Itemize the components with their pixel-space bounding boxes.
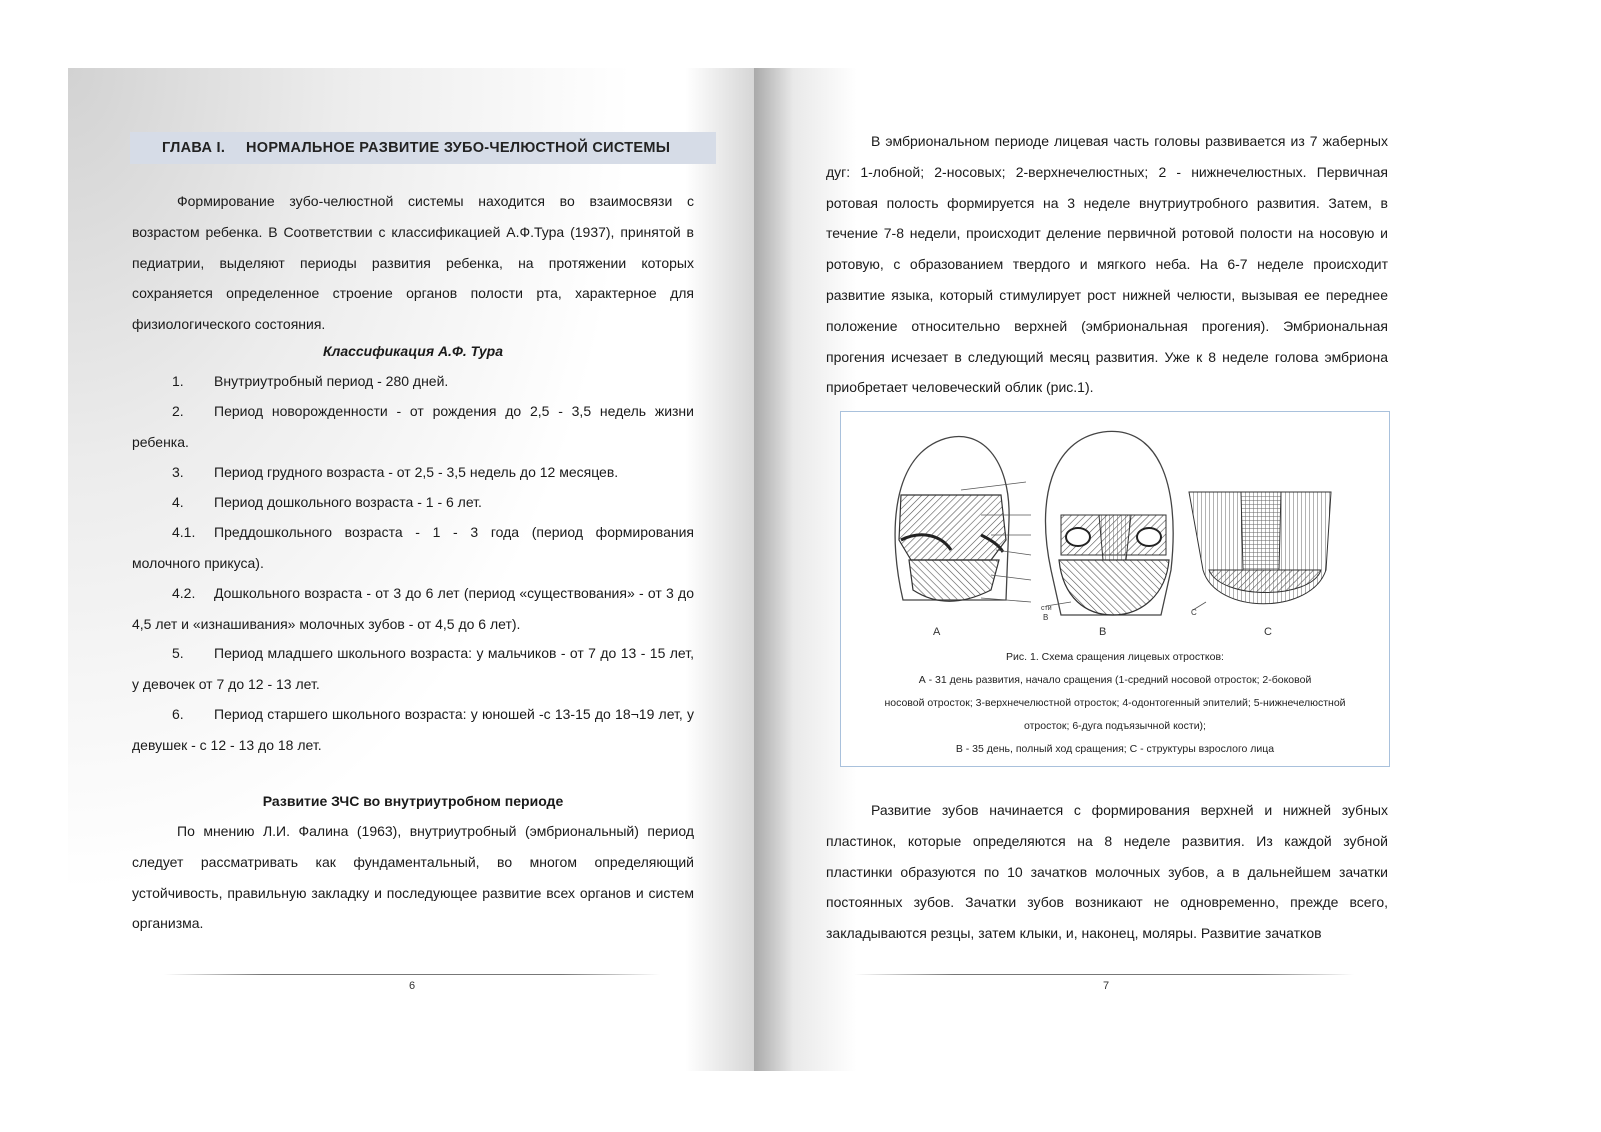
right-page	[754, 68, 1544, 1071]
figure-label-a: A	[933, 626, 941, 638]
list-number: 4.	[172, 494, 184, 510]
chapter-header	[130, 132, 716, 164]
list-item	[132, 699, 694, 761]
list-item	[132, 366, 694, 397]
figure-illustration	[841, 420, 1389, 650]
list-number: 4.2.	[172, 585, 196, 601]
figure-caption-line: отросток; 6-дуга подъязычной кости);	[1024, 720, 1206, 732]
figure-b-drawing	[1045, 431, 1173, 615]
list-number: 1.	[172, 373, 184, 389]
page-number: 7	[1103, 980, 1110, 992]
list-text: Период новорожденности - от рождения до 2,5 - 3,5 недель жизни ребенка.	[132, 403, 694, 450]
section-heading: Развитие ЗЧС во внутриутробном периоде	[262, 793, 564, 809]
figure-inner-label: С	[1191, 608, 1197, 617]
list-text: Период младшего школьного возраста: у мальчиков - от 7 до 13 - 15 лет, у девочек от 7 до 12 - 13 лет.	[132, 645, 694, 692]
right-paragraph-2: Развитие зубов начинается с формирования верхней и нижней зубных пластинок, которые определяются на 8 неделе развития. Из каждой зубной пластинки образуются по 10 зачатков молочных зубов, а в дальнейшем зачатки постоянных зубов. Зачатки зубов возникают не одновременно, прежде всего, закладываются резцы, затем клыки, и, наконец, моляры. Развитие зачатков	[826, 802, 1388, 942]
figure-inner-label: сти	[1041, 605, 1052, 612]
classification-heading: Классификация А.Ф. Тура	[323, 343, 503, 359]
figure-label-b: B	[1099, 626, 1107, 638]
list-text: Период старшего школьного возраста: у юношей -с 13-15 до 18¬19 лет, у девушек - с 12 - 13 до 18 лет.	[132, 706, 694, 753]
list-text: Внутриутробный период - 280 дней.	[214, 373, 449, 389]
list-item	[132, 487, 694, 518]
list-text: Преддошкольного возраста - 1 - 3 года (период формирования молочного прикуса).	[132, 524, 694, 571]
left-page	[68, 68, 754, 1071]
list-number: 6.	[172, 706, 184, 722]
footer-rule	[164, 974, 660, 975]
list-text: Период грудного возраста - от 2,5 - 3,5 недель до 12 месяцев.	[214, 464, 619, 480]
figure-c-drawing	[1189, 492, 1331, 610]
chapter-title: НОРМАЛЬНОЕ РАЗВИТИЕ ЗУБО-ЧЕЛЮСТНОЙ СИСТЕМЫ	[246, 140, 671, 156]
figure-inner-label: В	[1043, 613, 1049, 622]
list-item	[132, 396, 694, 458]
figure-label-c: C	[1264, 626, 1272, 638]
list-text: Дошкольного возраста - от 3 до 6 лет (период «существования» - от 3 до 4,5 лет и «изнашивания» молочных зубов - от 4,5 до 6 лет).	[132, 585, 694, 632]
section-paragraph: По мнению Л.И. Фалина (1963), внутриутробный (эмбриональный) период следует рассматривать как фундаментальный, во многом определяющий устойчивость, правильную закладку и последующее развитие всех органов и систем организма.	[132, 823, 694, 932]
list-item	[132, 638, 694, 700]
intro-paragraph: Формирование зубо-челюстной системы находится во взаимосвязи с возрастом ребенка. В Соответствии с классификацией А.Ф.Тура (1937), принятой в педиатрии, выделяют периоды развития ребенка, на протяжении которых сохраняется определенное строение органов полости рта, характерное для физиологического состояния.	[132, 193, 694, 333]
list-number: 3.	[172, 464, 184, 480]
figure-facial-processes	[840, 411, 1390, 767]
page-number: 6	[409, 980, 416, 992]
list-number: 5.	[172, 645, 184, 661]
list-item	[132, 457, 694, 488]
list-item	[132, 517, 694, 579]
chapter-number: ГЛАВА I.	[162, 140, 226, 156]
figure-caption-line: носовой отросток; 3-верхнечелюстной отросток; 4-одонтогенный эпителий; 5-нижнечелюстной	[884, 697, 1346, 709]
list-number: 2.	[172, 403, 184, 419]
figure-caption-line: А - 31 день развития, начало сращения (1-средний носовой отросток; 2-боковой	[918, 674, 1312, 686]
list-text: Период дошкольного возраста - 1 - 6 лет.	[214, 494, 482, 510]
list-number: 4.1.	[172, 524, 196, 540]
figure-caption-line: В - 35 день, полный ход сращения; С - структуры взрослого лица	[955, 743, 1275, 755]
footer-rule	[854, 974, 1354, 975]
figure-a-drawing	[895, 437, 1031, 602]
right-paragraph-1: В эмбриональном периоде лицевая часть головы развивается из 7 жаберных дуг: 1-лобной; 2-носовых; 2-верхнечелюстных; 2 - нижнечелюстных. Первичная ротовая полость формируется на 3 неделе внутриутробного развития. Затем, в течение 7-8 недели, происходит деление первичной ротовой полости на носовую и ротовую, с образованием твердого и мягкого неба. На 6-7 неделе происходит развитие языка, который стимулирует рост нижней челюсти, вызывая ее переднее положение относительно верхней (эмбриональная прогения). Эмбриональная прогения исчезает в следующий месяц развития. Уже к 8 неделе голова эмбриона приобретает человеческий облик (рис.1).	[826, 133, 1388, 396]
figure-caption-line: Рис. 1. Схема сращения лицевых отростков:	[1006, 651, 1224, 663]
list-item	[132, 578, 694, 640]
